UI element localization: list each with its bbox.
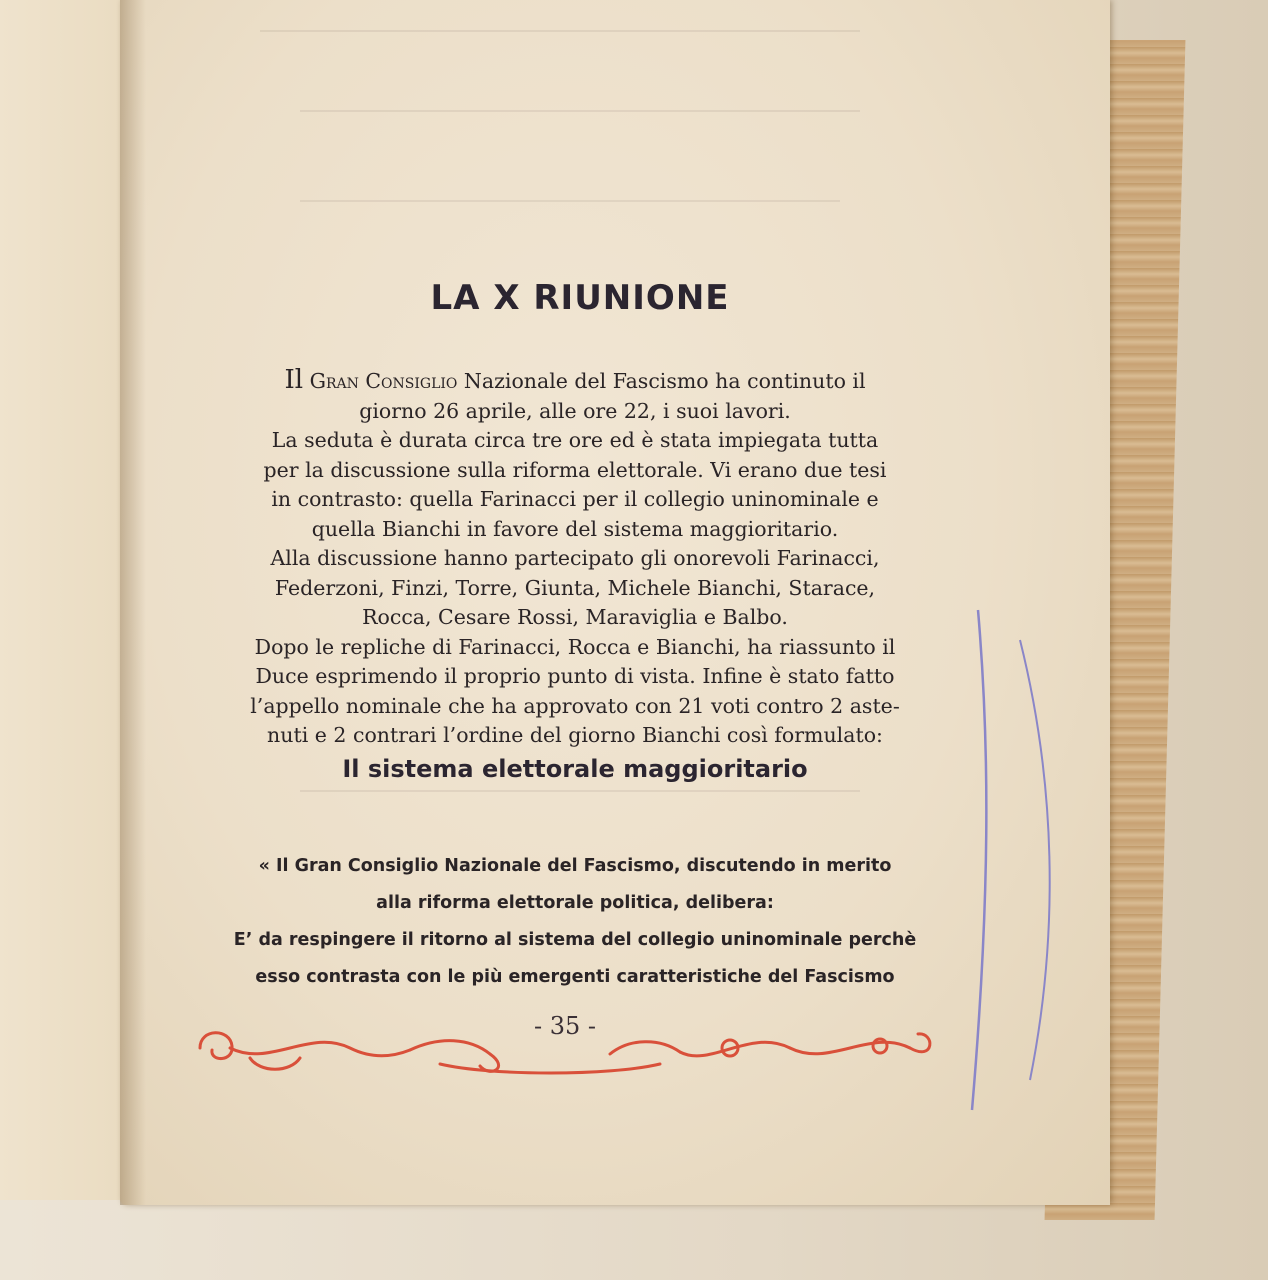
quote-line: alla riforma elettorale politica, delibera: [376, 893, 774, 913]
paragraph-line: Alla discussione hanno partecipato gli onorevoli Farinacci, [270, 546, 880, 570]
quote-line: esso contrasta con le più emergenti caratteristiche del Fascismo [255, 967, 895, 987]
bleed-through-line [300, 110, 860, 112]
paragraph-line: nuti e 2 contrari l’ordine del giorno Bianchi così formulato: [267, 723, 883, 747]
page-number: - 35 - [533, 1012, 596, 1040]
paragraph-line: l’appello nominale che ha approvato con 21 voti contro 2 aste- [250, 693, 900, 718]
paragraph-line: in contrasto: quella Farinacci per il collegio uninominale e [271, 487, 879, 511]
paragraph-line: Rocca, Cesare Rossi, Maraviglia e Balbo. [362, 605, 788, 629]
book-gutter [120, 0, 146, 1205]
quoted-resolution [190, 848, 960, 996]
paragraph-text: Nazionale del Fascismo ha continuto il [457, 369, 866, 393]
section-subtitle: Il sistema elettorale maggioritario [342, 755, 808, 783]
paragraph-line [210, 366, 940, 397]
paragraph-line: Dopo le repliche di Farinacci, Rocca e Bianchi, ha riassunto il [254, 634, 896, 659]
pen-mark-icon [960, 600, 1070, 1120]
paragraph-line: quella Bianchi in favore del sistema maggioritario. [311, 516, 839, 541]
paragraph-line: Duce esprimendo il proprio punto di vista. Infine è stato fatto [255, 664, 895, 688]
bleed-through-line [300, 790, 860, 792]
paragraph-line: Federzoni, Finzi, Torre, Giunta, Michele Bianchi, Starace, [274, 575, 876, 600]
dropcap: Il [284, 365, 304, 395]
paragraph-line: La seduta è durata circa tre ore ed è stata impiegata tutta [271, 428, 879, 452]
paragraph-line: giorno 26 aprile, alle ore 22, i suoi lavori. [359, 398, 791, 423]
quote-line: « Il Gran Consiglio Nazionale del Fascismo, discutendo in merito [258, 856, 892, 876]
page-title: LA X RIUNIONE [430, 278, 730, 318]
quote-line: E’ da respingere il ritorno al sistema del collegio uninominale perchè [233, 930, 917, 950]
bleed-through-line [260, 30, 860, 32]
paragraph-line: per la discussione sulla riforma elettorale. Vi erano due tesi [263, 457, 887, 482]
body-text [210, 366, 940, 751]
smallcaps-text: Gran Consiglio [309, 369, 458, 393]
bleed-through-line [300, 200, 840, 202]
